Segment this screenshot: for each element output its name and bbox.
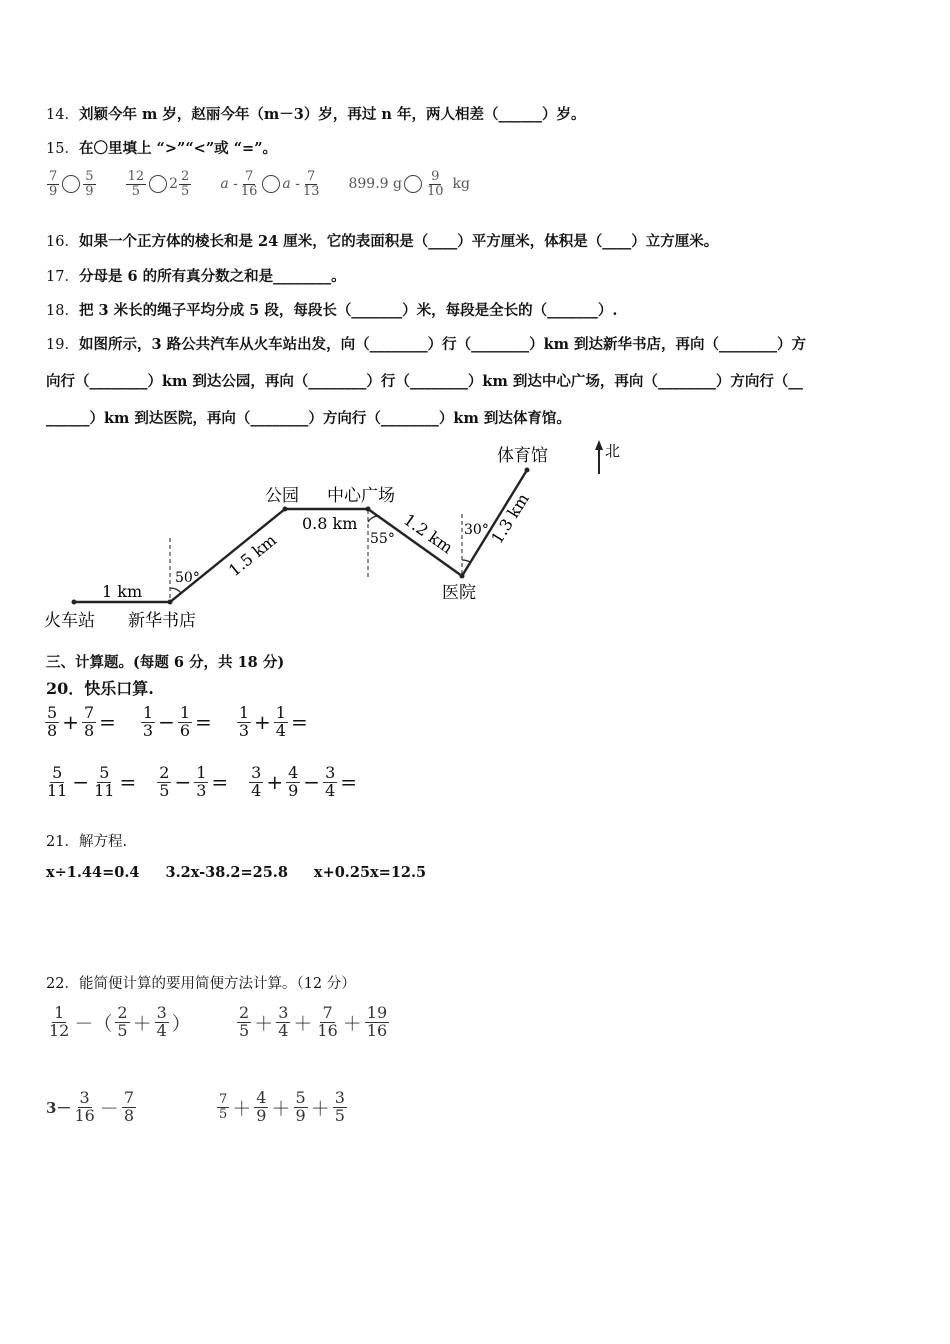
label-stadium: 体育馆 <box>497 446 548 466</box>
equation-1: x÷1.44=0.4 <box>46 864 140 881</box>
fraction: $\frac{12}{5}$ <box>127 169 145 199</box>
q20-row2: $\frac{5}{11}$ − $\frac{5}{11}$ = $\frac{2}{5}$ − $\frac{1}{3}$ = $\frac{3}{4}$ + $\frac{4}{9}$ − $\frac{3}{4}$ = <box>47 763 358 800</box>
question-14: 14．刘颖今年 m 岁，赵丽今年（m－3）岁，再过 n 年，两人相差（______）岁。 <box>46 106 586 123</box>
fraction: $\frac{7}{13}$ <box>302 169 320 199</box>
label-center-square: 中心广场 <box>327 486 395 506</box>
compare-circle[interactable] <box>62 175 80 193</box>
q21-equations <box>46 864 426 881</box>
label-hospital: 医院 <box>442 583 476 603</box>
compare-circle[interactable] <box>149 175 167 193</box>
angle-3: 30° <box>464 522 489 538</box>
compare-circle[interactable] <box>404 175 422 193</box>
angle-arc <box>462 560 470 562</box>
fraction: $\frac{7}{9}$ <box>49 169 58 199</box>
compare-circle[interactable] <box>262 175 280 193</box>
fraction: $\frac{2}{5}$ <box>181 169 190 199</box>
angle-arc <box>170 588 181 593</box>
question-16: 16．如果一个正方体的棱长和是 24 厘米，它的表面积是（____）平方厘米，体积是（____）立方厘米。 <box>46 233 719 250</box>
q20-row1: $\frac{5}{8}$ + $\frac{7}{8}$ = $\frac{1}{3}$ − $\frac{1}{6}$ = $\frac{1}{3}$ + $\frac{1}{4}$ = <box>47 703 308 740</box>
q22-expr-2: $\frac{2}{5}$ ＋ $\frac{3}{4}$ ＋ $\frac{7}{16}$ ＋ $\frac{19}{16}$ <box>239 1003 388 1040</box>
distance-2: 1.5 km <box>224 530 280 581</box>
north-arrow-head-icon <box>595 440 603 450</box>
distance-1: 1 km <box>102 582 143 601</box>
angle-1: 50° <box>175 570 200 586</box>
question-21-title: 21．解方程. <box>46 834 128 850</box>
section-3-title: 三、计算题。(每题 6 分，共 18 分) <box>46 654 285 671</box>
question-20-title: 20．快乐口算. <box>46 679 154 698</box>
question-18: 18．把 3 米长的绳子平均分成 5 段，每段长（_______）米，每段是全长的（_______）. <box>46 302 618 319</box>
label-bookstore: 新华书店 <box>128 611 196 631</box>
question-19-line1: 19．如图所示，3 路公共汽车从火车站出发，向（________）行（________）km 到达新华书店，再向（________）方 <box>46 336 807 353</box>
fraction: $\frac{5}{9}$ <box>85 169 94 199</box>
label-park: 公园 <box>265 486 299 506</box>
question-17: 17．分母是 6 的所有真分数之和是________。 <box>46 268 346 285</box>
question-15: 15．在〇里填上 “>”“<”或 “=”。 <box>46 140 278 157</box>
question-19-line2: 向行（________）km 到达公园，再向（________）行（________）km 到达中心广场，再向（________）方向行（__ <box>46 373 803 390</box>
angle-2: 55° <box>370 531 395 547</box>
q22-expr-3: 3－ $\frac{3}{16}$ － $\frac{7}{8}$ <box>46 1088 134 1125</box>
equation-2: 3.2x-38.2=25.8 <box>165 864 288 881</box>
equation-3: x+0.25x=12.5 <box>313 864 427 881</box>
route-map <box>0 430 950 640</box>
label-station: 火车站 <box>44 611 95 631</box>
q15-comparisons: $\frac{7}{9}$ $\frac{5}{9}$ $\frac{12}{5}$ 2 $\frac{2}{5}$ a - $\frac{7}{16}$ a - $\frac{7}{13}$ 899.9 g $\frac{9}{10}$ kg <box>49 169 470 199</box>
question-22-title: 22．能简便计算的要用简便方法计算。（12 分） <box>46 976 356 992</box>
distance-5: 1.3 km <box>487 489 533 547</box>
fraction: $\frac{9}{10}$ <box>426 169 444 199</box>
fraction: $\frac{7}{16}$ <box>240 169 258 199</box>
distance-4: 1.2 km <box>400 510 457 558</box>
q22-expr-4: $\frac{7}{5}$ ＋ $\frac{4}{9}$ ＋ $\frac{5}{9}$ ＋ $\frac{3}{5}$ <box>219 1088 345 1125</box>
question-19-line3: ______）km 到达医院，再向（________）方向行（________）km 到达体育馆。 <box>46 410 571 427</box>
distance-3: 0.8 km <box>302 514 358 533</box>
q22-expr-1: $\frac{1}{12}$ －（ $\frac{2}{5}$ ＋ $\frac{3}{4}$ ） <box>49 1003 191 1040</box>
north-label: 北 <box>605 442 621 460</box>
